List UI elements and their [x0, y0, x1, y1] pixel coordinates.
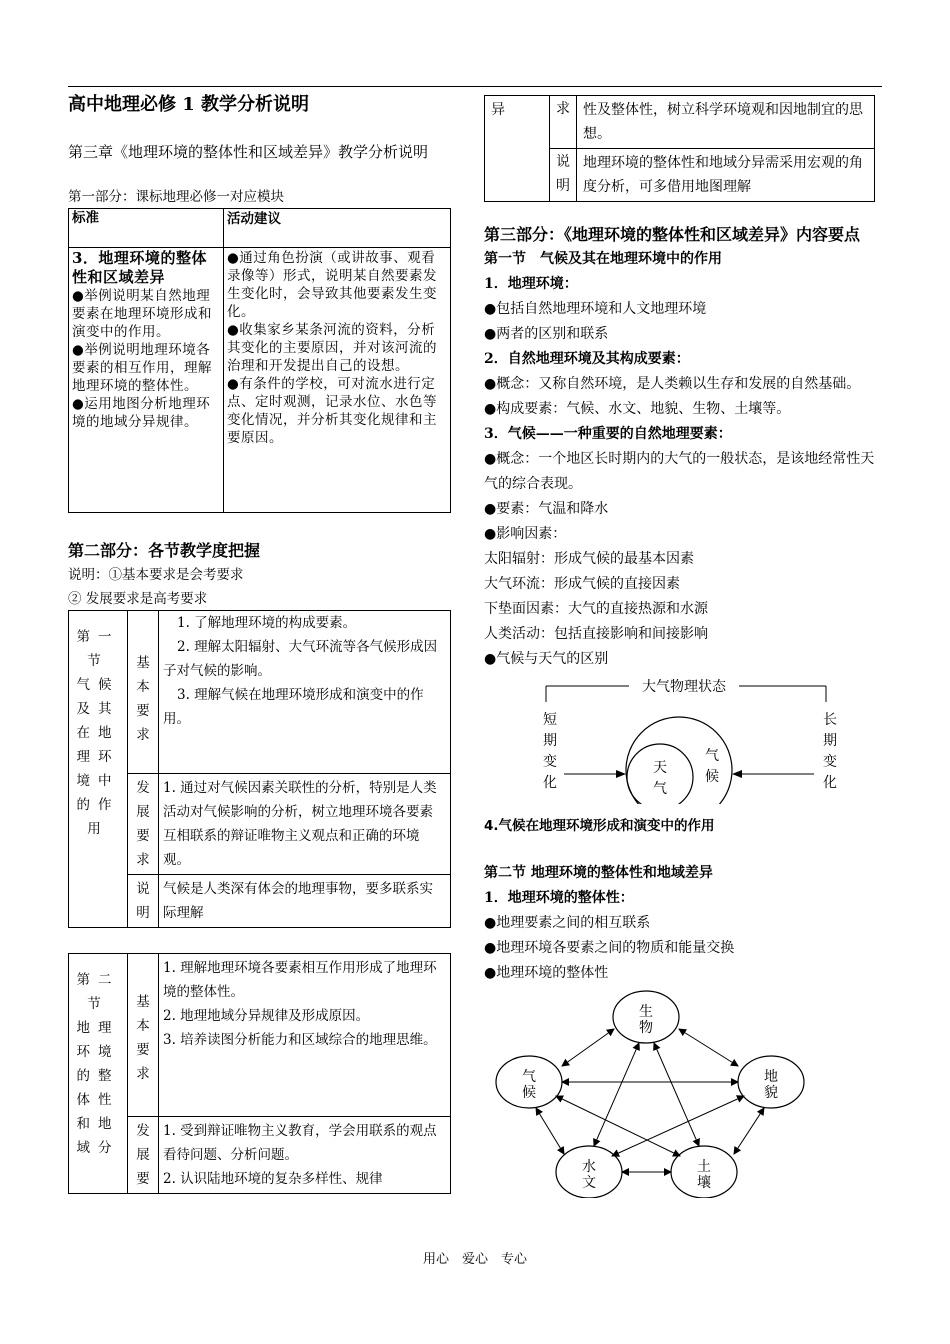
- page-footer: 用心 爱心 专心: [422, 1252, 527, 1267]
- section1-points: [484, 272, 884, 672]
- activity-item: ●收集家乡某条河流的资料，分析其变化的主要原因，并对该河流的治理和开发提出自己的设想。: [227, 322, 437, 374]
- standard-item: ●举例说明地理环境各要素的相互作用，理解地理环境的整体性。: [72, 342, 212, 394]
- standards-cell: [69, 248, 224, 513]
- diagram-right-label: 长期变化: [823, 712, 837, 791]
- part3-section2-title: 第二节 地理环境的整体性和地域差异: [484, 865, 713, 881]
- section1-table: [68, 610, 451, 928]
- dev-item: 1. 受到辩证唯物主义教育，学会用联系的观点看待问题、分析问题。: [163, 1123, 437, 1163]
- weather-label: 天气: [653, 760, 667, 797]
- section2-basic-label: 基本要求: [128, 954, 159, 1117]
- part3-section1-title: 第一节 气候及其在地理环境中的作用: [484, 251, 722, 267]
- part2-note2: ② 发展要求是高考要求: [68, 591, 208, 607]
- section1-dev: 1. 通过对气候因素关联性的分析，特别是人类活动对气候影响的分析，树立地理环境各要素互相联系的辩证唯物主义观点和正确的环境观。: [159, 774, 451, 875]
- basic-item: 3. 培养读图分析能力和区域综合的地理思维。: [163, 1032, 437, 1048]
- content-line: ●概念：一个地区长时期内的大气的一般状态，是该地经常性天气的综合表现。: [484, 451, 875, 492]
- content-line: 1．地理环境：: [484, 276, 578, 292]
- part2-heading: 第二部分：各节教学度把握: [68, 541, 261, 560]
- content-line: ●包括自然地理环境和人文地理环境: [484, 301, 707, 317]
- cont-note: 地理环境的整体性和地域分异需采用宏观的角度分析，可多借用地图理解: [577, 149, 875, 202]
- basic-item: 3. 理解气候在地理环境形成和演变中的作用。: [163, 687, 424, 727]
- content-line: 太阳辐射：形成气候的最基本因素: [484, 551, 694, 567]
- part3-heading: 第三部分：《地理环境的整体性和区域差异》内容要点: [484, 225, 861, 244]
- content-line: ●影响因素：: [484, 526, 567, 542]
- section2-table: [68, 953, 451, 1194]
- basic-item: 2. 地理地域分异规律及形成原因。: [163, 1008, 370, 1024]
- content-line: ●气候与天气的区别: [484, 651, 609, 667]
- dev-item: 2. 认识陆地环境的复杂多样性、规律: [163, 1171, 383, 1187]
- section2-points: [484, 886, 884, 986]
- section1-name: 第一节 气候及其在地理环境中的作用: [69, 611, 128, 928]
- document-title: 高中地理必修 1 教学分析说明: [68, 94, 310, 115]
- basic-item: 2. 理解太阳辐射、大气环流等各气候形成因子对气候的影响。: [163, 639, 438, 679]
- chapter-title: 第三章《地理环境的整体性和区域差异》教学分析说明: [68, 143, 429, 161]
- cont-note-label: 说明: [550, 149, 577, 202]
- basic-item: 1. 理解地理环境各要素相互作用形成了地理环境的整体性。: [163, 960, 437, 1000]
- point-4: 4.气候在地理环境形成和演变中的作用: [484, 818, 715, 834]
- section2-dev-label: 发展要: [128, 1117, 159, 1194]
- content-line: ●地理环境各要素之间的物质和能量交换: [484, 940, 735, 956]
- climate-weather-diagram: [484, 674, 884, 804]
- content-line: 1．地理环境的整体性：: [484, 890, 634, 906]
- content-line: ●地理环境的整体性: [484, 965, 609, 981]
- section1-dev-label: 发展要求: [128, 774, 159, 875]
- diagram-top-label: 大气物理状态: [642, 679, 726, 695]
- content-line: 人类活动：包括直接影响和间接影响: [484, 626, 708, 642]
- activities-cell: [224, 248, 451, 513]
- basic-item: 1. 了解地理环境的构成要素。: [177, 615, 357, 631]
- integrity-diagram: [484, 986, 884, 1198]
- standard-item: ●运用地图分析地理环境的地域分异规律。: [72, 396, 211, 430]
- node-climate: 气候: [522, 1069, 536, 1101]
- left-column: [68, 92, 452, 1194]
- content-line: 下垫面因素：大气的直接热源和水源: [484, 601, 708, 617]
- standards-header-label: 标准: [72, 210, 99, 226]
- standards-table: [68, 208, 451, 513]
- content-line: 2．自然地理环境及其构成要素：: [484, 351, 690, 367]
- section1-note: 气候是人类深有体会的地理事物，要多联系实际理解: [159, 875, 451, 928]
- section2-name: 第二节 地理环境的整体性和地域分: [69, 954, 128, 1194]
- section2-basic-cell: [159, 954, 451, 1117]
- node-hydrology: 水文: [582, 1159, 596, 1191]
- section2-dev-cell: [159, 1117, 451, 1194]
- cont-cell-2: 求: [550, 96, 577, 149]
- node-biology: 生物: [639, 1004, 653, 1036]
- node-soil: 土壤: [697, 1159, 711, 1191]
- section1-basic-cell: [159, 611, 451, 774]
- header-rule: [68, 86, 882, 87]
- activity-item: ●有条件的学校，可对流水进行定点、定时观测，记录水位、水色等变化情况，并分析其变化规律和主要原因。: [227, 376, 437, 446]
- cont-dev: 性及整体性，树立科学环境观和因地制宜的思想。: [577, 96, 875, 149]
- climate-label: 气候: [705, 748, 719, 785]
- section1-basic-label: 基本要求: [128, 611, 159, 774]
- content-line: ●地理要素之间的相互联系: [484, 915, 651, 931]
- diagram-left-label: 短期变化: [543, 712, 557, 791]
- node-landform: 地貌: [764, 1069, 778, 1101]
- part2-note1: 说明：①基本要求是会考要求: [68, 567, 244, 583]
- standard-item: ●举例说明某自然地理要素在地理环境形成和演变中的作用。: [72, 288, 212, 340]
- content-line: ●构成要素：气候、水文、地貌、生物、土壤等。: [484, 401, 791, 417]
- content-line: ●概念：又称自然环境，是人类赖以生存和发展的自然基础。: [484, 376, 861, 392]
- part1-heading: 第一部分：课标地理必修一对应模块: [68, 189, 284, 205]
- right-column: [484, 95, 884, 1198]
- standards-header: [69, 209, 224, 248]
- continuation-table: [484, 95, 875, 202]
- content-line: ●两者的区别和联系: [484, 326, 609, 342]
- content-line: 大气环流：形成气候的直接因素: [484, 576, 680, 592]
- section1-note-label: 说明: [128, 875, 159, 928]
- cont-cell-1: 异: [485, 96, 550, 202]
- activities-header: 活动建议: [224, 209, 451, 248]
- activity-item: ●通过角色扮演（或讲故事、观看录像等）形式，说明某自然要素发生变化时，会导致其他要素发生变化。: [227, 250, 437, 320]
- standard-title: 3．地理环境的整体性和区域差异: [72, 249, 207, 286]
- content-line: ●要素：气温和降水: [484, 501, 609, 517]
- content-line: 3．气候——一种重要的自然地理要素：: [484, 426, 732, 442]
